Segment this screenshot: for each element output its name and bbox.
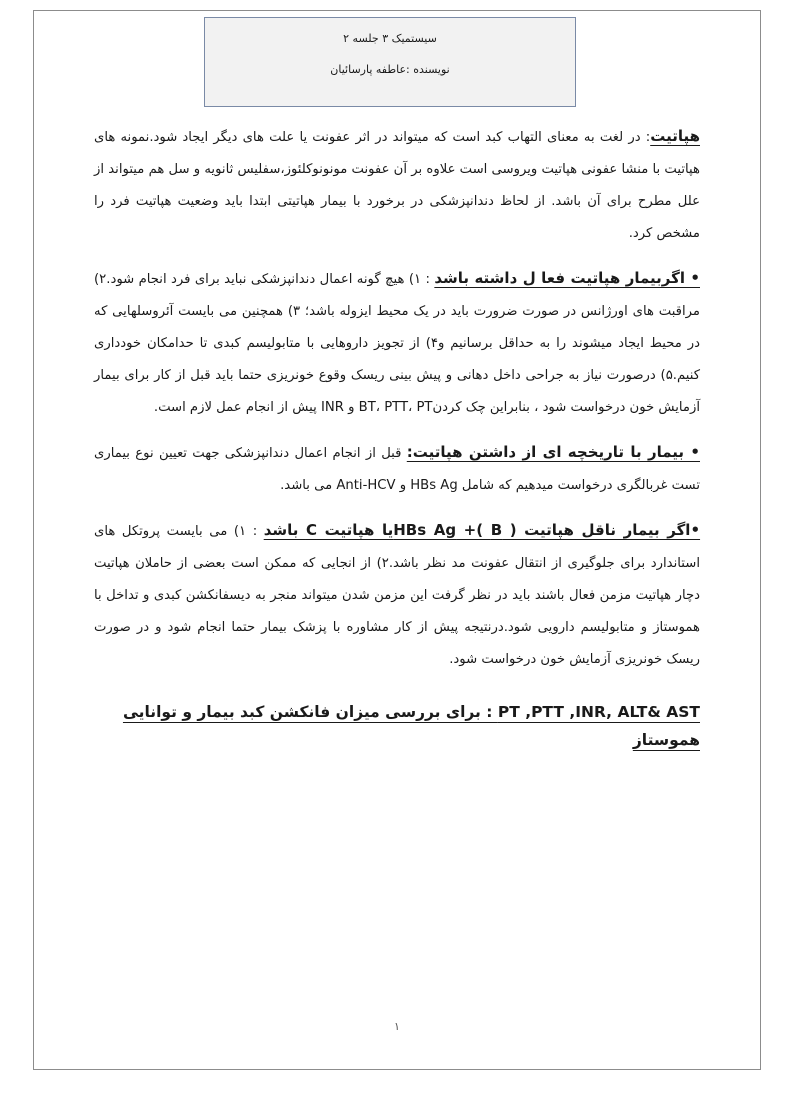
paragraph-text: : ۱) هیچ گونه اعمال دندانپزشکی نباید برای فرد انجام شود.۲) مراقبت های اورژانس در صورت ضرورت باید در یک محیط ایزوله باشد؛ ۳) همچنین می بایست آئروسلهایی که در محیط ایجاد میشوند را به حداقل برسانیم و۴) از تجویز داروهایی با متابولیسم کبدی تا حدامکان خودداری کنیم.۵) درصورت نیاز به جراحی داخل دهانی و پیش بینی ریسک وقوع خونریزی حتما باید قبل از کار برای بیمار آزمایش خون درخواست شود ، بنابراین چک کردنBT، PTT، PT و INR پیش از انجام عمل لازم است. bbox=[94, 272, 700, 415]
document-body bbox=[94, 120, 700, 754]
lab-tests-heading-text: PT ,PTT ,INR, ALT& AST : برای بررسی میزان فانکشن کبد بیمار و توانایی هموستاز bbox=[122, 703, 700, 749]
paragraph-hepatitis-definition bbox=[94, 120, 700, 250]
document-title: سیستمیک ۳ جلسه ۲ bbox=[343, 32, 437, 45]
paragraph-text: قبل از انجام اعمال دندانپزشکی جهت تعیین نوع بیماری تست غربالگری درخواست میدهیم که شامل HBs Ag و Anti-HCV می باشد. bbox=[94, 446, 700, 493]
paragraph-text: : ۱) می بایست پروتکل های استاندارد برای جلوگیری از انتقال عفونت مد نظر باشد.۲) از انجایی که ممکن است بعضی از حاملان هپاتیت دچار هپاتیت مزمن فعال باشند باید در نظر گرفت این مزمن شدن میتواند منجر به دیسفانکشن کبدی و تداخل با هموستاز و متابولیسم دارویی شود.درنتیجه پیش از کار مشاوره با پزشک بیمار حتما انجام شود و در صورت ریسک خونریزی آزمایش خون درخواست شود. bbox=[94, 524, 700, 667]
paragraph-hepatitis-carrier bbox=[94, 514, 700, 676]
author-line: نویسنده :عاطفه پارسائیان bbox=[330, 63, 450, 76]
paragraph-text: : در لغت به معنای التهاب کبد است که میتواند در اثر عفونت یا علت های دیگر ایجاد شود.نمونه های هپاتیت با منشا عفونی هپاتیت ویروسی است علاوه بر آن عفونت مونونوکلئوز،سفلیس ثانویه و سل هم میتواند از علل مطرح برای آن باشد. از لحاظ دندانپزشکی در برخورد با بیمار هپاتیتی ابتدا باید وضعیت هپاتیت فرد را مشخص کرد. bbox=[94, 130, 700, 241]
lab-tests-heading bbox=[94, 698, 700, 754]
paragraph-lead: • اگربیمار هپاتیت فعا ل داشته باشد bbox=[434, 269, 700, 287]
page-number: ۱ bbox=[394, 1020, 400, 1033]
paragraph-hepatitis-history bbox=[94, 436, 700, 502]
paragraph-lead: • بیمار با تاریخچه ای از داشتن هپاتیت: bbox=[406, 443, 700, 461]
paragraph-active-hepatitis bbox=[94, 262, 700, 424]
paragraph-lead: هپاتیت bbox=[650, 127, 700, 145]
paragraph-lead: •اگر بیمار ناقل هپاتیت ( B )+ HBs Agیا هپاتیت C باشد bbox=[263, 521, 701, 539]
title-box bbox=[204, 17, 576, 107]
